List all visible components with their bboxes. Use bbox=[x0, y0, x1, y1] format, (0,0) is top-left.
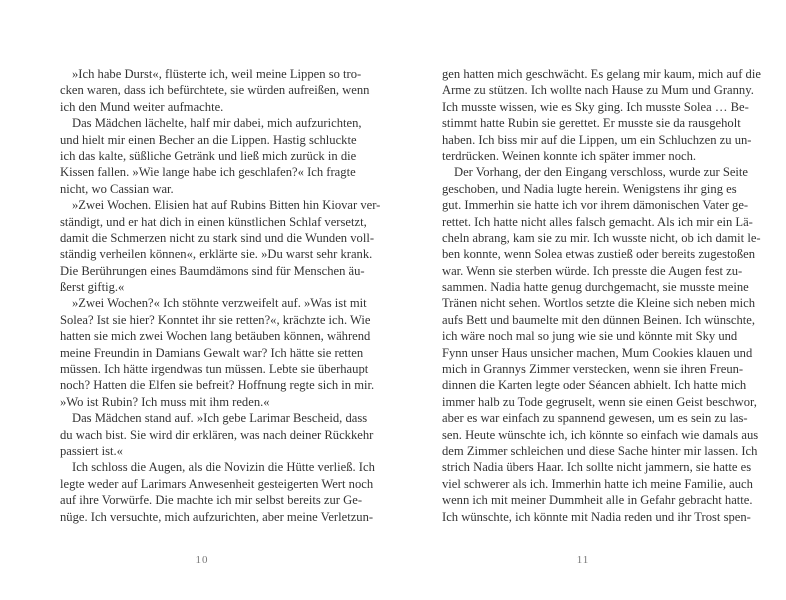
paragraph bbox=[60, 459, 375, 525]
text-line: strich Nadia übers Haar. Ich sollte nicht jammern, sie hatte es bbox=[442, 460, 752, 475]
text-line: sen. Heute wünschte ich, ich könnte so einfach wie damals aus bbox=[442, 427, 759, 442]
text-line: »Zwei Wochen. Elisien hat auf Rubins Bitten hin Kiovar ver- bbox=[72, 198, 381, 213]
text-line: gen hatten mich geschwächt. Es gelang mir kaum, mich auf die bbox=[442, 67, 761, 81]
text-line: auf ihre Vorwürfe. Die machte ich mir selbst bereits zur Ge- bbox=[60, 493, 363, 508]
text-line: du wach bist. Sie wird dir erklären, was nach deiner Rückkehr bbox=[60, 427, 374, 442]
text-line: mich in Grannys Zimmer verstecken, wenn sie ihren Freun- bbox=[442, 362, 744, 377]
page-number-right: 11 bbox=[576, 554, 590, 566]
text-line: Tränen nicht sehen. Wortlos setzte die Kleine sich neben mich bbox=[442, 296, 756, 311]
paragraph bbox=[442, 164, 761, 525]
text-line: Ich musste wissen, wie es Sky ging. Ich musste Solea … Be- bbox=[442, 99, 749, 114]
text-line: gut. Immerhin sie hatte ich vor ihrem dämonischen Vater ge- bbox=[442, 198, 749, 213]
text-line: wenn ich mit meiner Dummheit alle in Gefahr gebracht hatte. bbox=[442, 493, 753, 508]
text-line: immer halb zu Tode gegruselt, wenn sie einen Geist beschwor, bbox=[442, 394, 757, 409]
text-line: sammen. Nadia hatte genug durchgemacht, sie musste meine bbox=[442, 280, 749, 295]
text-line: ich wäre noch mal so jung wie sie und könnte mit Sky und bbox=[442, 329, 738, 344]
paragraph bbox=[60, 410, 374, 459]
text-line: müssen. Ich hätte irgendwas tun müssen. Lebte sie überhaupt bbox=[60, 362, 369, 377]
text-line: ßerst giftig.« bbox=[60, 280, 125, 295]
text-line: rettet. Ich hatte nicht alles falsch gemacht. Als ich mir ein Lä- bbox=[442, 214, 753, 229]
paragraph bbox=[60, 66, 370, 115]
right-page-body bbox=[442, 66, 761, 525]
text-line: passiert ist.« bbox=[60, 443, 123, 458]
text-line: Ich wünschte, ich könnte mit Nadia reden und ihr Trost spen- bbox=[442, 509, 751, 524]
text-line: dinnen die Karten legte oder Séancen abhielt. Ich hatte mich bbox=[442, 378, 747, 393]
text-line: damit die Schmerzen nicht zu stark sind und die Wunden voll- bbox=[60, 230, 375, 245]
text-line: »Wo ist Rubin? Ich muss mit ihm reden.« bbox=[60, 394, 270, 409]
text-line: Ich schloss die Augen, als die Novizin die Hütte verließ. Ich bbox=[72, 460, 375, 475]
text-line: Die Berührungen eines Baumdämons sind für Menschen äu- bbox=[60, 263, 365, 278]
text-line: cken waren, dass ich befürchtete, sie würden aufreißen, wenn bbox=[60, 83, 370, 98]
text-line: terdrücken. Weinen konnte ich später immer noch. bbox=[442, 148, 697, 163]
text-line: nicht, wo Cassian war. bbox=[60, 181, 174, 196]
text-line: haben. Ich biss mir auf die Lippen, um ein Schluchzen zu un- bbox=[442, 132, 752, 147]
page-number-left: 10 bbox=[195, 554, 209, 566]
text-line: »Ich habe Durst«, flüsterte ich, weil meine Lippen so tro- bbox=[72, 67, 362, 81]
text-line: »Zwei Wochen?« Ich stöhnte verzweifelt auf. »Was ist mit bbox=[72, 296, 367, 311]
text-line: dem Zimmer schleichen und diese Sache hinter mir lassen. Ich bbox=[442, 443, 758, 458]
text-line: hatten sie mich zwei Wochen lang betäuben können, während bbox=[60, 329, 371, 344]
paragraph bbox=[60, 115, 362, 197]
text-line: legte weder auf Larimars Anwesenheit gesteigerten Wert noch bbox=[60, 476, 374, 491]
text-line: ständigt, und er hat dich in einen künstlichen Schlaf versetzt, bbox=[60, 214, 367, 229]
text-line: war. Wenn sie sterben würde. Ich presste die Augen fest zu- bbox=[442, 263, 743, 278]
text-line: noch? Hatten die Elfen sie befreit? Hoffnung regte sich in mir. bbox=[60, 378, 375, 393]
text-line: ständig verheilen können«, erklärte sie. »Du warst sehr krank. bbox=[60, 247, 373, 262]
paragraph bbox=[442, 66, 761, 164]
left-page-body bbox=[60, 66, 381, 525]
text-line: Solea? Ist sie hier? Konntet ihr sie retten?«, krächzte ich. Wie bbox=[60, 312, 371, 327]
text-line: und hielt mir einen Becher an die Lippen. Hastig schluckte bbox=[60, 132, 357, 147]
text-line: Das Mädchen stand auf. »Ich gebe Larimar Bescheid, dass bbox=[72, 411, 368, 426]
text-line: viel schwerer als ich. Immerhin hatte ich meine Familie, auch bbox=[442, 476, 753, 491]
text-line: ich das kalte, süßliche Getränk und ließ mich zurück in die bbox=[60, 148, 357, 163]
text-line: stimmt hatte Rubin sie gerettet. Er musste sie da rausgeholt bbox=[442, 116, 741, 131]
paragraph bbox=[60, 197, 381, 295]
text-line: cheln abrang, kam sie zu mir. Ich wusste nicht, ob ich damit le- bbox=[442, 230, 761, 245]
text-line: ben konnte, wenn Solea etwas zustieß oder bereits zugestoßen bbox=[442, 247, 755, 262]
text-line: geschoben, und Nadia lugte herein. Wenigstens ihr ging es bbox=[442, 181, 737, 196]
paragraph bbox=[60, 295, 375, 410]
text-line: Kissen fallen. »Wie lange habe ich geschlafen?« Ich fragte bbox=[60, 165, 356, 180]
text-line: aufs Bett und baumelte mit den dünnen Beinen. Ich wünschte, bbox=[442, 312, 756, 327]
text-line: Der Vorhang, der den Eingang verschloss, wurde zur Seite bbox=[454, 165, 749, 180]
text-line: meine Freundin in Damians Gewalt war? Ich hätte sie retten bbox=[60, 345, 364, 360]
text-line: Fynn unser Haus unsicher machen, Mum Cookies klauen und bbox=[442, 345, 753, 360]
text-line: aber es war einfach zu spannend gewesen, um es sein zu las- bbox=[442, 411, 748, 426]
text-line: nüge. Ich versuchte, mich aufzurichten, aber meine Verletzun- bbox=[60, 509, 374, 524]
text-line: ich den Mund weiter aufmachte. bbox=[60, 99, 224, 114]
text-line: Arme zu stützen. Ich wollte nach Hause zu Mum und Granny. bbox=[442, 83, 754, 98]
text-line: Das Mädchen lächelte, half mir dabei, mich aufzurichten, bbox=[72, 116, 362, 131]
